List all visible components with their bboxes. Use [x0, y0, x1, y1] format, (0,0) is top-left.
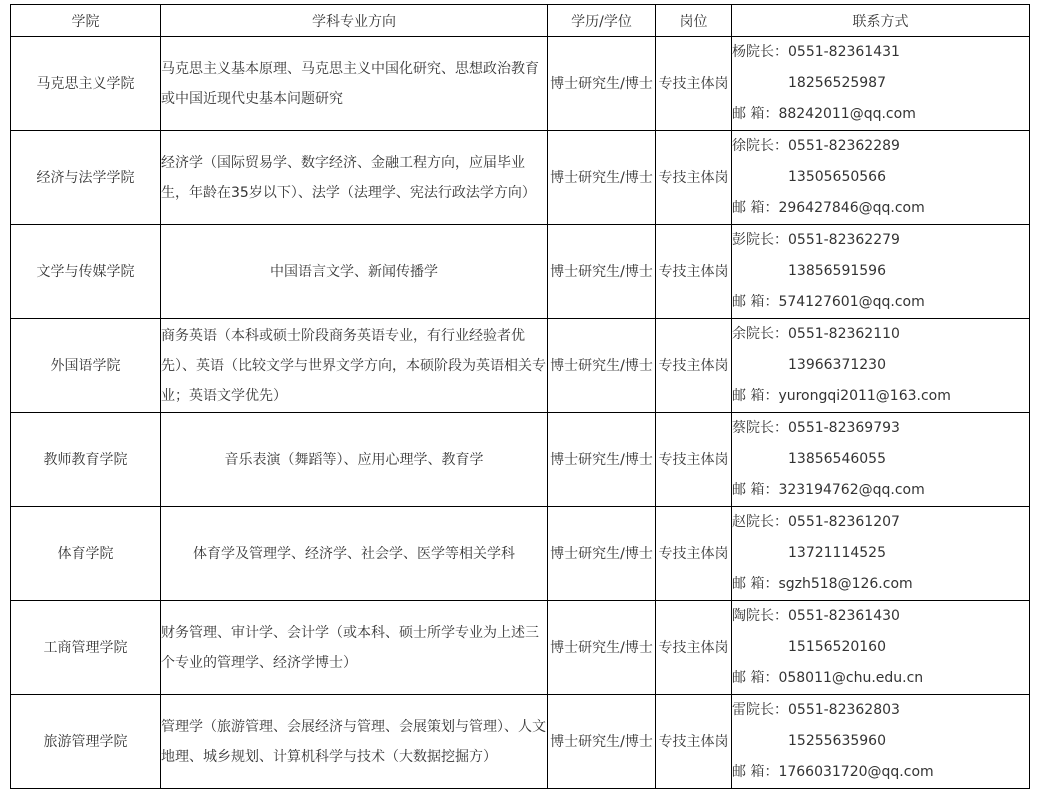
degree-cell: 博士研究生/博士 — [548, 413, 656, 507]
contact-email: 邮 箱：296427846@qq.com — [732, 200, 925, 216]
college-cell: 教师教育学院 — [11, 413, 161, 507]
major-cell: 中国语言文学、新闻传播学 — [161, 225, 548, 319]
contact-mobile: 15156520160 — [788, 639, 886, 655]
contact-name-phone: 杨院长：0551-82361431 — [732, 44, 900, 60]
contact-email: 邮 箱：yurongqi2011@163.com — [732, 388, 951, 404]
major-cell: 经济学（国际贸易学、数字经济、金融工程方向，应届毕业生，年龄在35岁以下）、法学（法理学、宪法行政法学方向） — [161, 131, 548, 225]
contact-name-phone: 彭院长：0551-82362279 — [732, 232, 900, 248]
degree-cell: 博士研究生/博士 — [548, 695, 656, 789]
contact-email: 邮 箱：sgzh518@126.com — [732, 576, 913, 592]
contact-mobile-line — [732, 68, 1029, 99]
header-degree: 学历/学位 — [548, 5, 656, 37]
contact-cell — [732, 37, 1030, 131]
post-cell: 专技主体岗 — [656, 131, 732, 225]
contact-mobile-line — [732, 538, 1029, 569]
post-cell: 专技主体岗 — [656, 507, 732, 601]
degree-cell: 博士研究生/博士 — [548, 601, 656, 695]
major-cell: 体育学及管理学、经济学、社会学、医学等相关学科 — [161, 507, 548, 601]
contact-mobile-line — [732, 256, 1029, 287]
recruitment-table — [10, 4, 1030, 789]
contact-mobile: 13856546055 — [788, 451, 886, 467]
header-post: 岗位 — [656, 5, 732, 37]
contact-email: 邮 箱：1766031720@qq.com — [732, 764, 934, 780]
major-cell: 马克思主义基本原理、马克思主义中国化研究、思想政治教育或中国近现代史基本问题研究 — [161, 37, 548, 131]
contact-name-phone: 陶院长：0551-82361430 — [732, 608, 900, 624]
major-cell: 财务管理、审计学、会计学（或本科、硕士所学专业为上述三个专业的管理学、经济学博士） — [161, 601, 548, 695]
contact-mobile: 15255635960 — [788, 733, 886, 749]
college-cell: 马克思主义学院 — [11, 37, 161, 131]
degree-cell: 博士研究生/博士 — [548, 225, 656, 319]
college-cell: 体育学院 — [11, 507, 161, 601]
contact-email: 邮 箱：323194762@qq.com — [732, 482, 925, 498]
contact-mobile-line — [732, 444, 1029, 475]
degree-cell: 博士研究生/博士 — [548, 319, 656, 413]
table-row — [11, 37, 1030, 131]
contact-cell — [732, 507, 1030, 601]
college-cell: 经济与法学学院 — [11, 131, 161, 225]
contact-cell — [732, 601, 1030, 695]
contact-name-phone: 赵院长：0551-82361207 — [732, 514, 900, 530]
degree-cell: 博士研究生/博士 — [548, 507, 656, 601]
contact-email: 邮 箱：058011@chu.edu.cn — [732, 670, 924, 686]
table-row — [11, 131, 1030, 225]
contact-mobile-line — [732, 162, 1029, 193]
table-row — [11, 507, 1030, 601]
contact-cell — [732, 225, 1030, 319]
major-cell: 管理学（旅游管理、会展经济与管理、会展策划与管理）、人文地理、城乡规划、计算机科学与技术（大数据挖掘方） — [161, 695, 548, 789]
major-cell: 音乐表演（舞蹈等）、应用心理学、教育学 — [161, 413, 548, 507]
header-row — [11, 5, 1030, 37]
contact-cell — [732, 319, 1030, 413]
contact-mobile-line — [732, 632, 1029, 663]
degree-cell: 博士研究生/博士 — [548, 37, 656, 131]
contact-mobile: 13966371230 — [788, 357, 886, 373]
degree-cell: 博士研究生/博士 — [548, 131, 656, 225]
contact-mobile-line — [732, 350, 1029, 381]
contact-name-phone: 蔡院长：0551-82369793 — [732, 420, 900, 436]
post-cell: 专技主体岗 — [656, 601, 732, 695]
contact-mobile: 13856591596 — [788, 263, 886, 279]
post-cell: 专技主体岗 — [656, 319, 732, 413]
table-row — [11, 695, 1030, 789]
contact-cell — [732, 413, 1030, 507]
contact-mobile: 18256525987 — [788, 75, 886, 91]
contact-cell — [732, 695, 1030, 789]
college-cell: 旅游管理学院 — [11, 695, 161, 789]
contact-email: 邮 箱：574127601@qq.com — [732, 294, 925, 310]
contact-mobile: 13721114525 — [788, 545, 886, 561]
contact-cell — [732, 131, 1030, 225]
table-header — [11, 5, 1030, 37]
post-cell: 专技主体岗 — [656, 225, 732, 319]
post-cell: 专技主体岗 — [656, 37, 732, 131]
contact-mobile: 13505650566 — [788, 169, 886, 185]
post-cell: 专技主体岗 — [656, 695, 732, 789]
header-contact: 联系方式 — [732, 5, 1030, 37]
table-row — [11, 225, 1030, 319]
table-row — [11, 601, 1030, 695]
table-body — [11, 37, 1030, 789]
contact-name-phone: 雷院长：0551-82362803 — [732, 702, 900, 718]
college-cell: 工商管理学院 — [11, 601, 161, 695]
contact-name-phone: 徐院长：0551-82362289 — [732, 138, 900, 154]
header-college: 学院 — [11, 5, 161, 37]
table-row — [11, 413, 1030, 507]
college-cell: 文学与传媒学院 — [11, 225, 161, 319]
header-major: 学科专业方向 — [161, 5, 548, 37]
post-cell: 专技主体岗 — [656, 413, 732, 507]
college-cell: 外国语学院 — [11, 319, 161, 413]
contact-name-phone: 余院长：0551-82362110 — [732, 326, 900, 342]
major-cell: 商务英语（本科或硕士阶段商务英语专业，有行业经验者优先）、英语（比较文学与世界文学方向，本硕阶段为英语相关专业；英语文学优先） — [161, 319, 548, 413]
contact-mobile-line — [732, 726, 1029, 757]
contact-email: 邮 箱：88242011@qq.com — [732, 106, 916, 122]
table-row — [11, 319, 1030, 413]
